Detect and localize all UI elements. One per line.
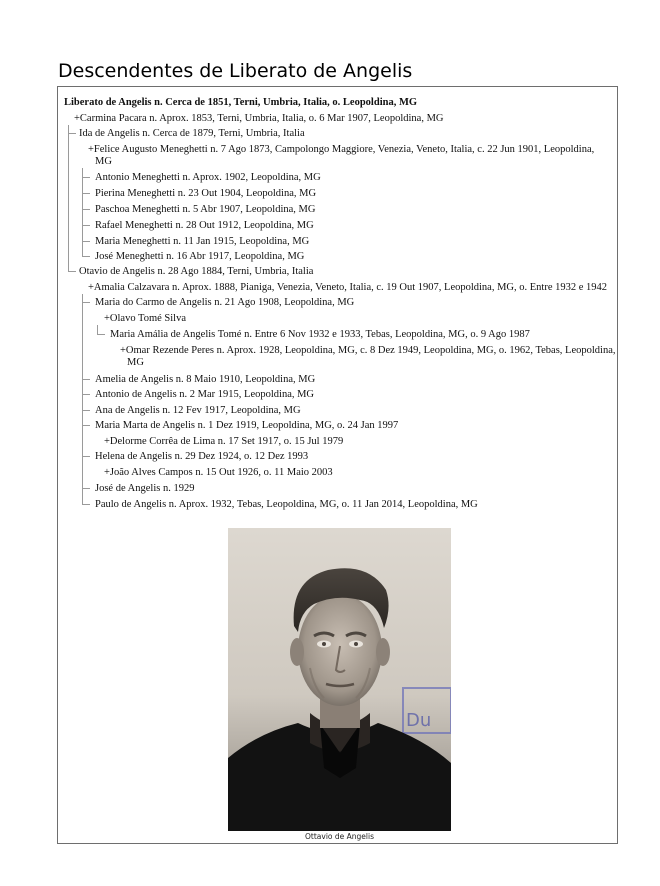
- connector-line: [68, 125, 69, 271]
- portrait-illustration: [228, 528, 451, 831]
- person-entry: Amelia de Angelis n. 8 Maio 1910, Leopoldina, MG: [95, 374, 316, 385]
- connector-line: [82, 256, 90, 257]
- connector-line: [82, 241, 90, 242]
- person-entry: Otavio de Angelis n. 28 Ago 1884, Terni, Umbria, Italia: [79, 266, 314, 277]
- connector-line: [97, 334, 105, 335]
- spouse-entry: +Delorme Corrêa de Lima n. 17 Set 1917, o. 15 Jul 1979: [104, 436, 344, 447]
- person-entry: Ana de Angelis n. 12 Fev 1917, Leopoldina, MG: [95, 405, 301, 416]
- person-entry: Rafael Meneghetti n. 28 Out 1912, Leopoldina, MG: [95, 220, 314, 231]
- connector-line: [82, 294, 83, 504]
- person-entry: Maria Marta de Angelis n. 1 Dez 1919, Leopoldina, MG, o. 24 Jan 1997: [95, 420, 399, 431]
- person-entry: Pierina Meneghetti n. 23 Out 1904, Leopoldina, MG: [95, 188, 317, 199]
- person-entry: Maria Meneghetti n. 11 Jan 1915, Leopoldina, MG: [95, 236, 310, 247]
- person-entry: Antonio Meneghetti n. Aprox. 1902, Leopoldina, MG: [95, 172, 321, 183]
- spouse-entry: +João Alves Campos n. 15 Out 1926, o. 11 Maio 2003: [104, 467, 333, 478]
- person-entry: Paschoa Meneghetti n. 5 Abr 1907, Leopoldina, MG: [95, 204, 316, 215]
- spouse-entry: +Carmina Pacara n. Aprox. 1853, Terni, Umbria, Italia, o. 6 Mar 1907, Leopoldina, MG: [74, 113, 444, 124]
- connector-line: [82, 425, 90, 426]
- spouse-entry: +Amalia Calzavara n. Aprox. 1888, Pianiga, Venezia, Veneto, Italia, c. 19 Out 1907, Leopoldina, MG, o. Entre 1932 e 1942: [88, 282, 608, 293]
- connector-line: [82, 209, 90, 210]
- person-entry: José Meneghetti n. 16 Abr 1917, Leopoldina, MG: [95, 251, 305, 262]
- connector-line: [82, 177, 90, 178]
- connector-line: [82, 302, 90, 303]
- connector-line: [82, 488, 90, 489]
- stamp-text: Du: [406, 710, 432, 731]
- root-person: Liberato de Angelis n. Cerca de 1851, Terni, Umbria, Italia, o. Leopoldina, MG: [64, 97, 418, 108]
- portrait-photo: [228, 528, 451, 831]
- page-title: Descendentes de Liberato de Angelis: [58, 60, 413, 82]
- connector-line: [82, 379, 90, 380]
- spouse-entry-continued: MG: [127, 357, 144, 368]
- connector-line: [82, 504, 90, 505]
- connector-line: [82, 225, 90, 226]
- spouse-entry-continued: MG: [95, 156, 112, 167]
- connector-line: [82, 168, 83, 256]
- connector-line: [82, 394, 90, 395]
- connector-line: [68, 133, 76, 134]
- connector-line: [68, 271, 76, 272]
- spouse-entry: +Omar Rezende Peres n. Aprox. 1928, Leopoldina, MG, c. 8 Dez 1949, Leopoldina, MG, o. 1962, Tebas, Leopoldina,: [120, 345, 616, 356]
- person-entry: Maria do Carmo de Angelis n. 21 Ago 1908, Leopoldina, MG: [95, 297, 355, 308]
- connector-line: [82, 456, 90, 457]
- photo-caption: Ottavio de Angelis: [305, 832, 374, 841]
- spouse-entry: +Olavo Tomé Silva: [104, 313, 186, 324]
- person-entry: Paulo de Angelis n. Aprox. 1932, Tebas, Leopoldina, MG, o. 11 Jan 2014, Leopoldina, MG: [95, 499, 478, 510]
- person-entry: Maria Amália de Angelis Tomé n. Entre 6 Nov 1932 e 1933, Tebas, Leopoldina, MG, o. 9 Ago 1987: [110, 329, 530, 340]
- connector-line: [82, 410, 90, 411]
- spouse-entry: +Felice Augusto Meneghetti n. 7 Ago 1873, Campolongo Maggiore, Venezia, Veneto, Italia, c. 22 Jun 1901, Leopoldina,: [88, 144, 595, 155]
- connector-line: [97, 325, 98, 334]
- person-entry: Antonio de Angelis n. 2 Mar 1915, Leopoldina, MG: [95, 389, 315, 400]
- person-entry: Ida de Angelis n. Cerca de 1879, Terni, Umbria, Italia: [79, 128, 305, 139]
- connector-line: [82, 193, 90, 194]
- person-entry: José de Angelis n. 1929: [95, 483, 195, 494]
- person-entry: Helena de Angelis n. 29 Dez 1924, o. 12 Dez 1993: [95, 451, 309, 462]
